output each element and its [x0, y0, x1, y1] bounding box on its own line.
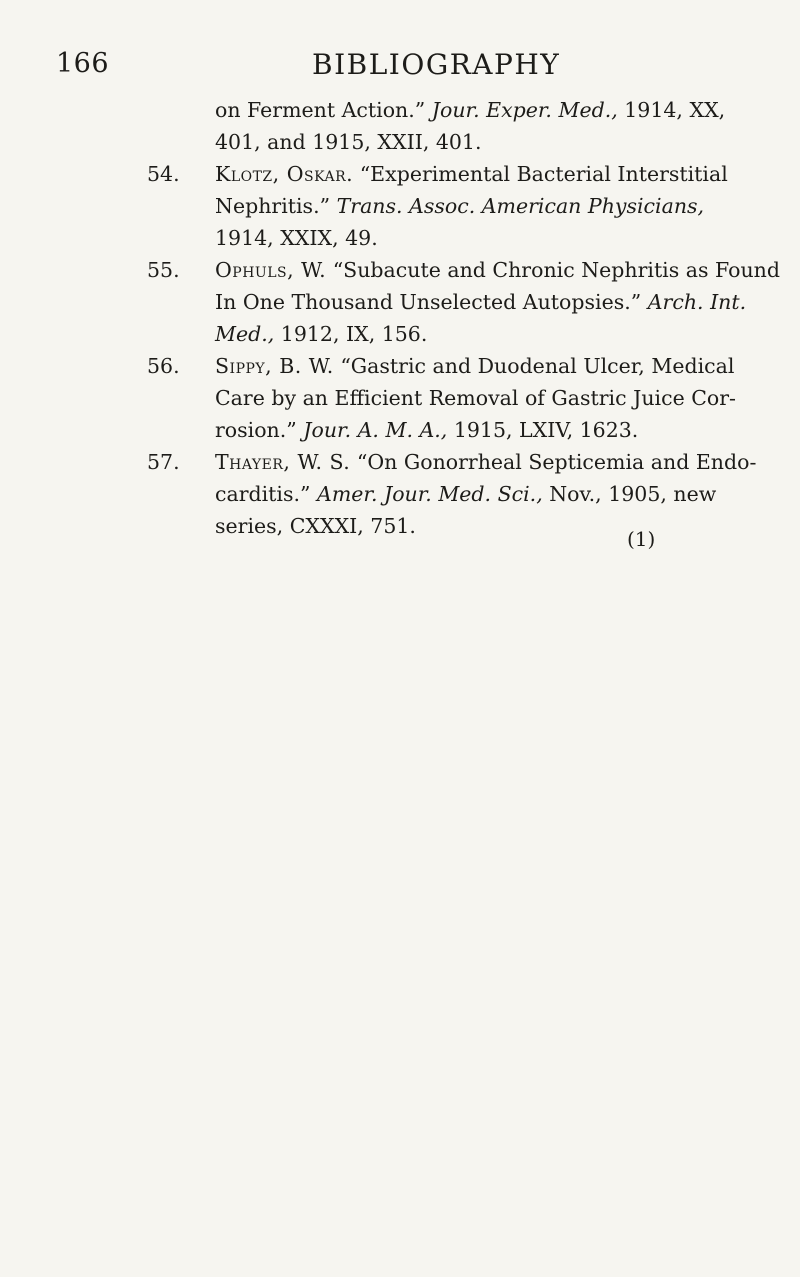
entry-line [215, 286, 760, 318]
entry-author: Thayer, W. S. [215, 450, 351, 474]
entry-text: carditis.” [215, 482, 318, 506]
bibliography-entry [0, 254, 800, 350]
journal-title: Jour. Exper. Med., [431, 98, 618, 122]
journal-title: Trans. Assoc. American Physicians, [336, 194, 705, 218]
bibliography-entry [0, 350, 800, 446]
entry-line [215, 510, 760, 542]
entry-author: Klotz, Oskar. [215, 162, 354, 186]
entry-line [215, 190, 760, 222]
entry-text: 1914, XXIX, 49. [215, 226, 378, 250]
entry-line [215, 254, 781, 286]
entry-number: 56. [147, 354, 180, 378]
footnote-mark: (1) [627, 527, 656, 551]
entry-text: “On Gonorrheal Septicemia and Endo- [356, 450, 757, 474]
entry-line [215, 318, 760, 350]
entry-author: Sippy, B. W. [215, 354, 334, 378]
entry-text: Care by an Efficient Removal of Gastric Juice Cor- [215, 386, 736, 410]
entry-text: 401, and 1915, XXII, 401. [215, 130, 482, 154]
bibliography-entry [0, 158, 800, 254]
page-header [0, 48, 800, 84]
journal-title: Amer. Jour. Med. Sci., [317, 482, 543, 506]
entry-line [215, 158, 760, 190]
entry-number: 54. [147, 162, 180, 186]
entry-text: “Gastric and Duodenal Ulcer, Medical [340, 354, 735, 378]
entry-text: 1912, IX, 156. [274, 322, 428, 346]
bibliography-entry [0, 94, 800, 158]
entry-text: In One Thousand Unselected Autopsies.” [215, 290, 648, 314]
journal-title: Med., [215, 322, 275, 346]
entry-line [215, 478, 760, 510]
journal-title: Arch. Int. [647, 290, 747, 314]
entry-text: 1914, XX, [617, 98, 726, 122]
entry-text: Nov., 1905, new [542, 482, 717, 506]
entry-text: rosion.” [215, 418, 304, 442]
entry-number: 57. [147, 450, 180, 474]
entry-line [215, 446, 760, 478]
entry-line [215, 126, 760, 158]
running-head: BIBLIOGRAPHY [312, 48, 561, 81]
entry-line [215, 382, 760, 414]
entry-text: “Experimental Bacterial Interstitial [359, 162, 728, 186]
journal-title: Jour. A. M. A., [303, 418, 448, 442]
entry-number: 55. [147, 258, 180, 282]
page-number: 166 [56, 48, 110, 79]
entry-text: 1915, LXIV, 1623. [447, 418, 639, 442]
entry-line [215, 222, 760, 254]
entry-line [215, 94, 760, 126]
entry-text: Nephritis.” [215, 194, 337, 218]
entry-text: series, CXXXI, 751. [215, 514, 416, 538]
bibliography-list [0, 94, 800, 542]
bibliography-entry [0, 446, 800, 542]
entry-text: on Ferment Action.” [215, 98, 432, 122]
entry-text: “Subacute and Chronic Nephritis as Found [332, 258, 781, 282]
entry-line [215, 414, 760, 446]
entry-line [215, 350, 760, 382]
entry-author: Ophuls, W. [215, 258, 327, 282]
